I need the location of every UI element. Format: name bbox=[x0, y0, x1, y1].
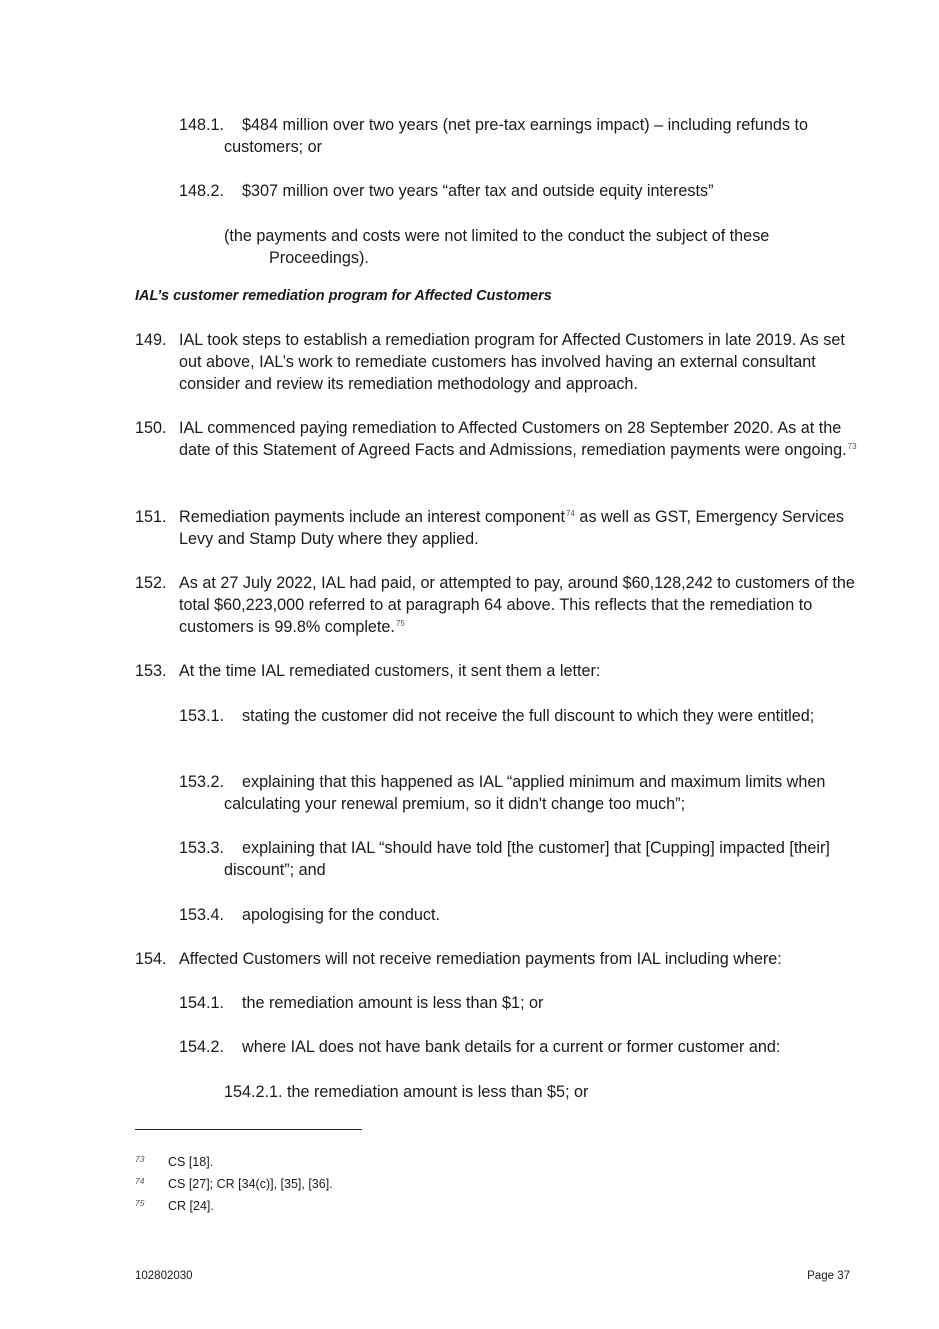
paragraph-text: where IAL does not have bank details for a current or former customer and: bbox=[242, 1038, 781, 1056]
paragraph-number: 149. bbox=[135, 331, 167, 349]
paragraph-number: 154.2.1. bbox=[224, 1083, 283, 1101]
paragraph-number: 153.3. bbox=[179, 839, 225, 857]
paragraph-text: the remediation amount is less than $5; or bbox=[287, 1083, 589, 1101]
paragraph-150 bbox=[179, 417, 859, 461]
paragraph-151 bbox=[179, 506, 859, 550]
footnote-number: 74 bbox=[135, 1176, 145, 1186]
footnote-text: CR [24]. bbox=[168, 1199, 214, 1213]
paragraph-text: explaining that this happened as IAL “applied minimum and maximum limits when calculating your renewal premium, so it didn't change too much”; bbox=[224, 773, 826, 813]
paragraph-text: as well as GST, Emergency Services Levy and Stamp Duty where they applied. bbox=[179, 508, 844, 548]
paragraph-153-1 bbox=[179, 705, 819, 727]
paragraph-153: At the time IAL remediated customers, it sent them a letter: bbox=[179, 662, 601, 680]
paragraph-text: (the payments and costs were not limited to the conduct the subject of these Proceedings). bbox=[224, 227, 770, 267]
paragraph-text: apologising for the conduct. bbox=[242, 906, 440, 924]
paragraph-number: 151. bbox=[135, 508, 167, 526]
paragraph-number: 154.1. bbox=[179, 994, 225, 1012]
paragraph-154: Affected Customers will not receive remediation payments from IAL including where: bbox=[179, 950, 782, 968]
footnote-ref[interactable]: 75 bbox=[395, 618, 405, 628]
footnote-number: 75 bbox=[135, 1198, 145, 1208]
paragraph-148-2 bbox=[179, 180, 849, 202]
paragraph-number: 153.2. bbox=[179, 773, 225, 791]
footnote-ref[interactable]: 73 bbox=[847, 441, 857, 451]
paragraph-153-2 bbox=[179, 771, 839, 815]
paragraph-number: 153.1. bbox=[179, 707, 225, 725]
paragraph-text: stating the customer did not receive the full discount to which they were entitled; bbox=[242, 707, 815, 725]
paragraph-text: $484 million over two years (net pre-tax earnings impact) – including refunds to customers; or bbox=[224, 116, 808, 156]
footnote-text: CS [27]; CR [34(c)], [35], [36]. bbox=[168, 1177, 333, 1191]
paragraph-text: IAL commenced paying remediation to Affected Customers on 28 September 2020. As at the date of this Statement of Agreed Facts and Admissions, remediation payments were ongoing. bbox=[179, 419, 847, 459]
paragraph-continuation bbox=[224, 225, 814, 269]
footnote-text: CS [18]. bbox=[168, 1155, 214, 1169]
paragraph-149: IAL took steps to establish a remediation program for Affected Customers in late 2019. As set out above, IAL’s work to remediate customers has involved having an external consultant consider and review its remediation methodology and approach. bbox=[179, 331, 845, 393]
paragraph-153-4 bbox=[179, 904, 839, 926]
paragraph-number: 148.2. bbox=[179, 182, 225, 200]
section-heading: IAL’s customer remediation program for Affected Customers bbox=[135, 288, 552, 304]
paragraph-number: 152. bbox=[135, 574, 167, 592]
paragraph-text: $307 million over two years “after tax and outside equity interests” bbox=[242, 182, 714, 200]
paragraph-148-1 bbox=[179, 114, 849, 158]
paragraph-154-1 bbox=[179, 992, 839, 1014]
paragraph-number: 154.2. bbox=[179, 1038, 225, 1056]
paragraph-154-2 bbox=[179, 1036, 859, 1058]
document-id: 102802030 bbox=[135, 1270, 193, 1282]
paragraph-number: 154. bbox=[135, 950, 167, 968]
footnote-separator bbox=[135, 1129, 362, 1130]
page-number: Page 37 bbox=[807, 1270, 850, 1282]
paragraph-154-2-1 bbox=[224, 1081, 824, 1103]
footnote-number: 73 bbox=[135, 1154, 145, 1164]
paragraph-number: 153. bbox=[135, 662, 167, 680]
paragraph-153-3 bbox=[179, 837, 839, 881]
paragraph-number: 150. bbox=[135, 419, 167, 437]
paragraph-number: 148.1. bbox=[179, 116, 225, 134]
paragraph-text: explaining that IAL “should have told [the customer] that [Cupping] impacted [their] discount”; and bbox=[224, 839, 830, 879]
paragraph-152 bbox=[179, 572, 859, 638]
paragraph-text: Remediation payments include an interest component bbox=[179, 508, 566, 526]
paragraph-text: As at 27 July 2022, IAL had paid, or attempted to pay, around $60,128,242 to customers of the total $60,223,000 referred to at paragraph 64 above. This reflects that the remediation to customers is 99.8% complete. bbox=[179, 574, 855, 636]
paragraph-text: the remediation amount is less than $1; or bbox=[242, 994, 544, 1012]
paragraph-number: 153.4. bbox=[179, 906, 225, 924]
footnote-ref[interactable]: 74 bbox=[566, 508, 575, 518]
